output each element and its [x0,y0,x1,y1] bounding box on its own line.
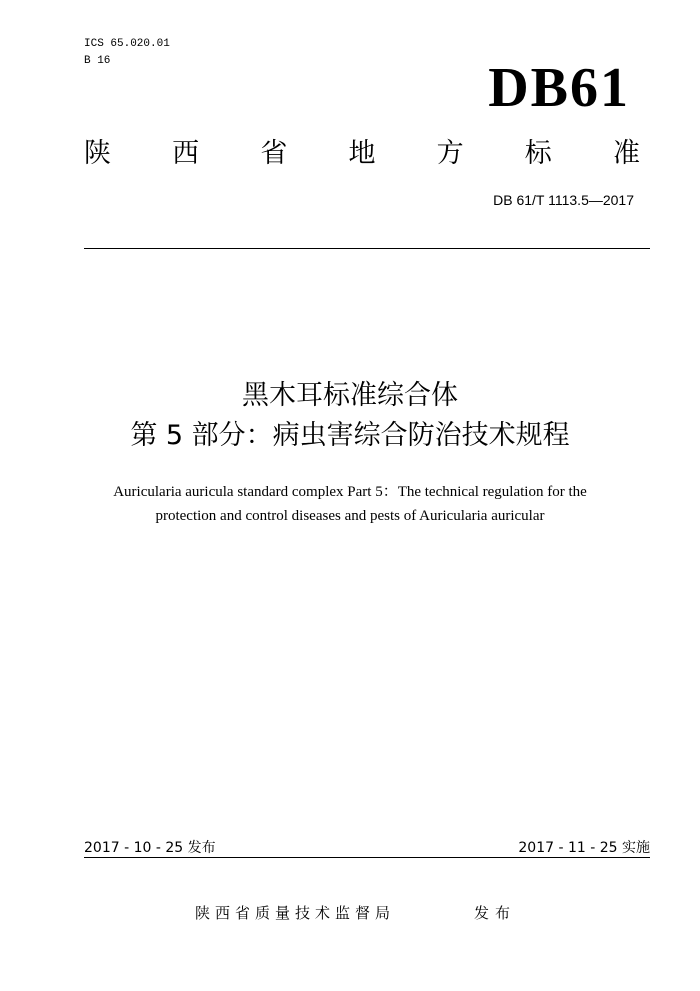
std-type-char: 地 [348,138,376,169]
top-divider [84,248,650,249]
title-en-line2: protection and control diseases and pests of Auricularia auricular [155,508,545,524]
ics-code: ICS 65.020.01 [84,38,170,50]
implementation-date: 2017 - 11 - 25 实施 [518,840,650,856]
title-en [70,480,630,528]
issue-date: 2017 - 10 - 25 发布 [84,840,216,856]
std-type-char: 标 [524,138,552,169]
title-cn-line2: 第 5 部分：病虫害综合防治技术规程 [130,420,570,451]
std-type-char: 陕 [84,138,111,169]
standard-type-heading [84,136,640,172]
db61-logo: DB61 [488,57,630,119]
standard-number: DB 61/T 1113.5—2017 [493,192,634,208]
title-en-line1: Auricularia auricula standard complex Part 5：The technical regulation for the [113,484,587,500]
classification-code: B 16 [84,55,111,67]
std-type-char: 西 [172,138,200,169]
std-type-char: 方 [436,138,464,169]
publish-label: 发布 [474,904,517,922]
bottom-divider [84,857,650,858]
std-type-char: 准 [612,138,640,169]
std-type-char: 省 [260,138,288,169]
ics-code-block [84,36,170,70]
title-cn-line1: 黑木耳标准综合体 [242,380,458,411]
publisher-name: 陕西省质量技术监督局 [195,904,396,922]
